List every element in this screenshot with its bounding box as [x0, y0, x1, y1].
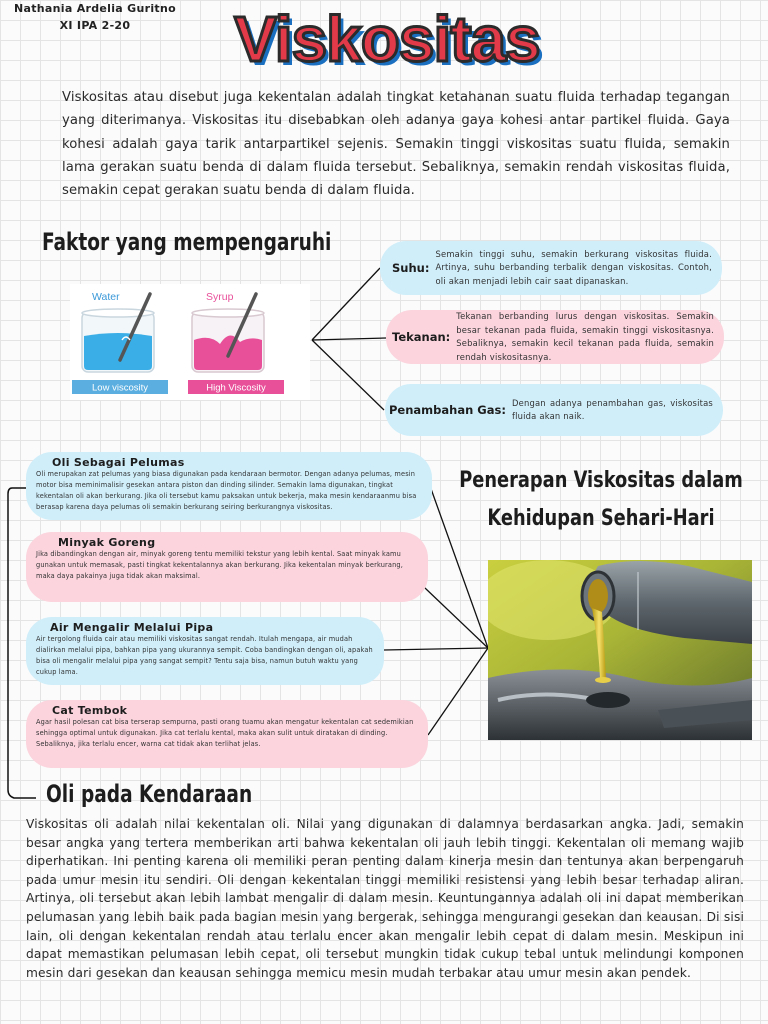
application-title: Minyak Goreng [58, 536, 156, 549]
factor-label: Penambahan Gas: [389, 403, 506, 417]
factor-label: Suhu: [392, 261, 430, 275]
viscosity-illustration [70, 284, 310, 400]
application-text: Air tergolong fluida cair atau memiliki viskositas sangat rendah. Itulah mengapa, air mudah dialirkan melalui pipa, bahkan pipa yang ukurannya sempit. Coba bandingkan dengan oli, apakah bisa oli mengalir melalui pipa yang sangat sempit? Tentu saja bisa, namun butuh waktu yang cukup lama. [36, 635, 373, 676]
factor-text: Semakin tinggi suhu, semakin berkurang viskositas fluida. Artinya, suhu berbanding terbalik dengan viskositas. Contoh, oli akan menjadi lebih cair saat dipanaskan. [435, 248, 712, 286]
application-air-pipa [26, 617, 384, 685]
syrup-beaker-icon [192, 294, 264, 372]
application-cat-tembok [26, 700, 428, 768]
low-viscosity-caption: Low viscosity [92, 382, 148, 394]
applications-heading-line1: Penerapan Viskositas dalam [459, 468, 743, 493]
page-title: Viskositas [234, 3, 540, 75]
oli-section-heading: Oli pada Kendaraan [46, 780, 253, 808]
applications-heading-line2: Kehidupan Sehari-Hari [487, 506, 715, 531]
application-minyak-goreng [26, 532, 428, 602]
application-title: Cat Tembok [52, 704, 128, 717]
factor-suhu [380, 241, 722, 295]
high-viscosity-caption: High Viscosity [206, 382, 266, 394]
author-class: XI IPA 2-20 [59, 19, 131, 32]
water-label: Water [92, 291, 120, 303]
application-oli-pelumas [26, 452, 432, 520]
factor-text: Tekanan berbanding lurus dengan viskositas. Semakin besar tekanan pada fluida, semakin tinggi viskositasnya. Sebaliknya, semakin kecil tekanan pada fluida, semakin rendah viskositasnya. [456, 311, 714, 362]
intro-paragraph: Viskositas atau disebut juga kekentalan adalah tingkat ketahanan suatu fluida terhadap tegangan yang diterimanya. Viskositas itu disebabkan oleh adanya gaya kohesi antar partikel fluida. Gaya kohesi adalah gaya tarik antarpartikel sejenis. Semakin tinggi viskositas suatu fluida, semakin lama gerakan suatu benda di dalam fluida tersebut. Sebaliknya, semakin rendah viskositas fluida, semakin cepat gerakan suatu benda di dalam fluida. [62, 90, 730, 199]
application-title: Oli Sebagai Pelumas [52, 456, 185, 469]
factors-heading: Faktor yang mempengaruhi [42, 228, 332, 256]
oli-section-paragraph: Viskositas oli adalah nilai kekentalan oli. Nilai yang digunakan di dalamnya berdasarkan angka. Jadi, semakin besar angka yang tertera memberikan arti bahwa kekentalan oli jauh lebih tinggi. Kekentalan oli memang wajib diperhatikan. Ini penting karena oli memiliki peran penting dalam kinerja mesin dan tentunya akan berpengaruh pada umur mesin itu sendiri. Oli dengan kekentalan tinggi memiliki resistensi yang lebih besar terhadap aliran. Artinya, oli tersebut akan lebih lambat mengalir di dalam mesin. Keuntungannya adalah oli ini dapat memberikan pelumasan yang lebih baik pada bagian mesin yang bergerak, sehingga mengurangi gesekan dan keausan. Di sisi lain, oli dengan kekentalan rendah atau terlalu encer akan mengalir lebih cepat di dalam mesin. Meskipun ini dapat memastikan pelumasan lebih cepat, oli tersebut mungkin tidak cukup tebal untuk melindungi komponen mesin dari gesekan dan keausan sehingga memicu mesin mudah terbakar atau umur mesin akan pendek. [26, 817, 744, 980]
application-text: Agar hasil polesan cat bisa terserap sempurna, pasti orang tuamu akan mengatur kekentalan cat sedemikian sehingga optimal untuk digunakan. Jika cat terlalu kental, maka akan sulit untuk diratakan di dinding. Sebaliknya, jika terlalu encer, warna cat tidak akan terlihat jelas. [36, 718, 414, 748]
oil-pouring-photo [488, 560, 752, 740]
application-title: Air Mengalir Melalui Pipa [50, 621, 214, 634]
application-text: Jika dibandingkan dengan air, minyak goreng tentu memiliki tekstur yang lebih kental. Saat minyak kamu gunakan untuk memasak, pasti tingkat kekentalannya akan berkurang. Jika kekentalan minyak berkurang, maka daya pakainya juga tidak akan maksimal. [36, 550, 404, 580]
syrup-label: Syrup [206, 291, 234, 303]
factor-label: Tekanan: [392, 330, 451, 344]
author-name: Nathania Ardelia Guritno [14, 2, 176, 15]
application-text: Oli merupakan zat pelumas yang biasa digunakan pada kendaraan bermotor. Dengan adanya pelumas, mesin motor bisa meminimalisir gesekan antara piston dan dinding silinder. Semakin lama digunakan, tingkat kekentalan oli akan berkurang. Jika oli tersebut kamu paksakan untuk bekerja, maka mesin kendaraanmu bisa berasap karena daya pelumas oli semakin berkurang seiring berkurangnya viskositas. [36, 470, 417, 511]
factor-tekanan [386, 310, 724, 364]
factor-text: Dengan adanya penambahan gas, viskositas fluida akan naik. [511, 397, 713, 421]
water-beaker-icon [82, 294, 154, 372]
applications-heading [451, 462, 752, 538]
factor-penambahan-gas [385, 384, 723, 436]
author-block [14, 0, 176, 34]
